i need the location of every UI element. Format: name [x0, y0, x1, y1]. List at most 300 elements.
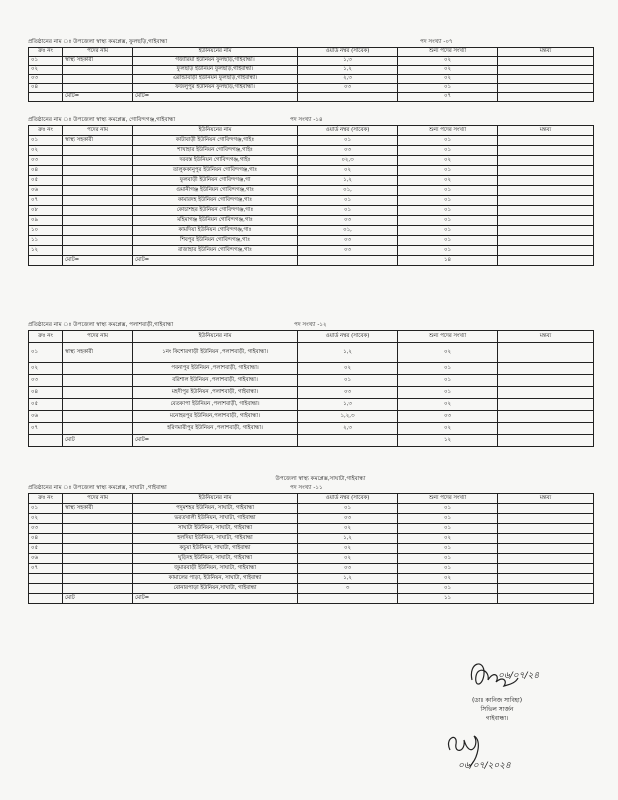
cell-sl: ০২ [29, 66, 63, 75]
section-title: উপজেলা স্বাস্থ্য কমপ্লেক্স,সাঘাটা,গাইবান্ধা [275, 476, 366, 482]
column-header: ক্রঃ নং [29, 48, 63, 57]
cell-vacant: ০৩ [398, 411, 498, 423]
section-header [28, 116, 593, 125]
cell-remarks [498, 574, 594, 584]
cell-remarks [498, 156, 594, 166]
cell-vacant: ০১ [398, 84, 498, 93]
cell-union: গজারিয়া ইউনিয়ন ফুলছড়ি,গাইবান্ধা। [133, 57, 298, 66]
post-count: পদ সংখ্যা -০৭ [420, 39, 453, 45]
table-header-row [29, 331, 594, 343]
cell-vacant: ০২ [398, 399, 498, 411]
cell-ward: ০৩ [298, 236, 398, 246]
table-row [29, 399, 594, 411]
section-4 [28, 475, 593, 604]
cell-post [63, 206, 133, 216]
column-header: ক্রঃ নং [29, 494, 63, 504]
table-total-row [29, 435, 594, 447]
institution-name: প্রতিষ্ঠানের নাম ঃ উপজেলা স্বাস্থ্য কমপ্লেক্স, পলাশবাড়ী,গাইবান্ধা [28, 322, 174, 328]
total-empty-cell [29, 256, 63, 266]
cell-ward: ০৩ [298, 564, 398, 574]
cell-union: বরিশাল ইউনিয়ন ,পলাশবাড়ী, গাইবান্ধা। [133, 375, 298, 387]
total-empty-cell [498, 594, 594, 604]
cell-vacant: ০১ [398, 166, 498, 176]
cell-union: দরবস্ত ইউনিয়ন গোবিন্দগঞ্জ,গাইঃ [133, 156, 298, 166]
cell-sl: ০৪ [29, 166, 63, 176]
cell-ward: ১,৩ [298, 57, 398, 66]
cell-union: তালুককানুপুর ইউনিয়ন গোবিন্দগঞ্জ,গাঃ [133, 166, 298, 176]
cell-remarks [498, 226, 594, 236]
column-header: শুন্য পদের সংখ্যা [398, 494, 498, 504]
total-empty-cell [298, 435, 398, 447]
cell-post [63, 226, 133, 236]
total-empty-cell [498, 435, 594, 447]
total-total-a: মোট [63, 594, 133, 604]
total-total-vacant: ১২ [398, 435, 498, 447]
cell-post [63, 534, 133, 544]
cell-sl: ০৩ [29, 156, 63, 166]
table-total-row [29, 594, 594, 604]
table-row [29, 146, 594, 156]
cell-union: কাটাবাড়ী ইউনিয়ন গোবিন্দগঞ্জ,গাইঃ [133, 136, 298, 146]
cell-post: স্বাস্থ্য সহকারী [63, 57, 133, 66]
section-header [28, 38, 593, 47]
cell-vacant: ০১ [398, 504, 498, 514]
section-2 [28, 116, 593, 266]
cell-remarks [498, 186, 594, 196]
section-3 [28, 321, 593, 447]
cell-union: এরান্ডাবাড়ী ইউনিয়ন ফুলছড়ি,গাইবান্ধা। [133, 75, 298, 84]
cell-union: কামালের পাড়া, ইউনিয়ন, সাঘাটা, গাইবান্ধা [133, 574, 298, 584]
cell-union: পবনাপুর ইউনিয়ন ,পলাশবাড়ী, গাইবান্ধা। [133, 363, 298, 375]
column-header: পদের নাম [63, 494, 133, 504]
total-total-b: মোট= [133, 594, 298, 604]
signature-date-top: ০৬/০৭/২৪ [498, 671, 540, 681]
cell-remarks [498, 411, 594, 423]
cell-post [63, 363, 133, 375]
total-total-b: মোট= [133, 93, 298, 102]
cell-post [63, 584, 133, 594]
cell-ward: ০১ [298, 196, 398, 206]
cell-vacant: ০২ [398, 343, 498, 363]
column-header: ওয়ার্ড নম্বর (সাবেক) [298, 494, 398, 504]
cell-union: বোনারপাড়া ইউনিয়ন,সাঘাটা, গাইবান্ধা [133, 584, 298, 594]
cell-union: কামারদহ ইউনিয়ন গোবিন্দগঞ্জ,গাঃ [133, 196, 298, 206]
table-row [29, 75, 594, 84]
cell-post [63, 66, 133, 75]
table-header-row [29, 126, 594, 136]
cell-remarks [498, 246, 594, 256]
column-header: পদের নাম [63, 48, 133, 57]
column-header: শুন্য পদের সংখ্যা [398, 126, 498, 136]
cell-vacant: ০২ [398, 574, 498, 584]
cell-remarks [498, 423, 594, 435]
cell-sl: ০৩ [29, 524, 63, 534]
cell-ward: ৩ [298, 584, 398, 594]
column-header: শুন্য পদের সংখ্যা [398, 331, 498, 343]
cell-remarks [498, 66, 594, 75]
cell-union: ১নং কিশোরগাড়ী ইউনিয়ন ,পলাশবাড়ী, গাইবান্ধা। [133, 343, 298, 363]
table-row [29, 66, 594, 75]
cell-remarks [498, 564, 594, 574]
column-header: মন্তব্য [498, 494, 594, 504]
cell-sl: ০৬ [29, 186, 63, 196]
cell-post [63, 156, 133, 166]
section-header [28, 484, 593, 493]
cell-post [63, 544, 133, 554]
cell-post [63, 514, 133, 524]
cell-ward: ১,২ [298, 66, 398, 75]
signature-date-bottom: ০৬/০৭/২০২৪ [458, 761, 511, 771]
table-row [29, 246, 594, 256]
cell-post: স্বাস্থ্য সহকারী [63, 343, 133, 363]
cell-union: হরিণমারীপুর ইউনিয়ন ,পলাশবাড়ী, গাইবান্ধা। [133, 423, 298, 435]
cell-union: সাঘাটা ইউনিয়ন, সাঘাটা, গাইবান্ধা [133, 524, 298, 534]
cell-ward: ১,২ [298, 534, 398, 544]
cell-post [63, 146, 133, 156]
cell-remarks [498, 196, 594, 206]
cell-post [63, 166, 133, 176]
table-row [29, 423, 594, 435]
cell-post [63, 75, 133, 84]
cell-ward: ২,৩ [298, 423, 398, 435]
cell-ward: ০৩ [298, 146, 398, 156]
cell-vacant: ০১ [398, 375, 498, 387]
cell-vacant: ০১ [398, 136, 498, 146]
post-count: পদ সংখ্যা -১৪ [290, 117, 323, 123]
table-row [29, 411, 594, 423]
cell-ward: ০১ [298, 206, 398, 216]
cell-remarks [498, 84, 594, 93]
cell-ward: ০২ [298, 554, 398, 564]
cell-post [63, 524, 133, 534]
cell-post [63, 375, 133, 387]
cell-union: ঘুড়িদহ ইউনিয়ন, সাঘাটা, গাইবান্ধা [133, 554, 298, 564]
column-header: ওয়ার্ড নম্বর (সাবেক) [298, 331, 398, 343]
table-row [29, 236, 594, 246]
cell-ward: ০২ [298, 524, 398, 534]
table-row [29, 206, 594, 216]
institution-name: প্রতিষ্ঠানের নাম ঃ উপজেলা স্বাস্থ্য কমপ্লেক্স, সাঘাটা ,গাইবান্ধা [28, 485, 167, 491]
column-header: ইউনিয়নের নাম [133, 48, 298, 57]
cell-vacant: ০১ [398, 226, 498, 236]
cell-ward: ০১ [298, 375, 398, 387]
total-empty-cell [29, 435, 63, 447]
cell-remarks [498, 399, 594, 411]
total-total-a: মোট [63, 435, 133, 447]
cell-post [63, 246, 133, 256]
cell-sl: ০১ [29, 343, 63, 363]
cell-remarks [498, 504, 594, 514]
table-row [29, 166, 594, 176]
cell-remarks [498, 136, 594, 146]
cell-remarks [498, 524, 594, 534]
cell-remarks [498, 236, 594, 246]
cell-remarks [498, 75, 594, 84]
signatory-place: গাইবান্ধা। [485, 715, 509, 722]
column-header: মন্তব্য [498, 126, 594, 136]
cell-vacant: ০১ [398, 363, 498, 375]
total-empty-cell [498, 93, 594, 102]
cell-post [63, 84, 133, 93]
cell-vacant: ০১ [398, 186, 498, 196]
cell-union: শাখাহার ইউনিয়ন গোবিন্দগঞ্জ,গাইঃ [133, 146, 298, 156]
cell-sl: ০৩ [29, 375, 63, 387]
cell-post [63, 196, 133, 206]
cell-ward: ০১ [298, 504, 398, 514]
cell-ward: ০২ [298, 166, 398, 176]
total-empty-cell [29, 594, 63, 604]
cell-union: ফুলছড়ি ইউনিয়ন ফুলছড়ি,গাইবান্ধা। [133, 66, 298, 75]
table-total-row [29, 256, 594, 266]
column-header: মন্তব্য [498, 331, 594, 343]
cell-ward: ০৩ [298, 514, 398, 524]
table-header-row [29, 494, 594, 504]
signatory-name: (ডাঃ কানিজ সাবিহা) [471, 697, 523, 704]
cell-sl: ০৯ [29, 216, 63, 226]
column-header: ইউনিয়নের নাম [133, 126, 298, 136]
table-row [29, 343, 594, 363]
cell-sl: ১০ [29, 226, 63, 236]
table-row [29, 136, 594, 146]
cell-remarks [498, 166, 594, 176]
cell-union: পদুমশহর ইউনিয়ন, সাঘাটা, গাইবান্ধা [133, 504, 298, 514]
cell-ward: ০২ [298, 363, 398, 375]
cell-post [63, 186, 133, 196]
column-header: ক্রঃ নং [29, 331, 63, 343]
cell-ward: ০৩ [298, 216, 398, 226]
cell-union: কামদিয়া ইউনিয়ন গোবিন্দগঞ্জ,গাঃ [133, 226, 298, 236]
signature-block [430, 640, 580, 790]
cell-post [63, 387, 133, 399]
institution-name: প্রতিষ্ঠানের নাম ঃ উপজেলা স্বাস্থ্য কমপ্লেক্স, গোবিন্দগঞ্জ,গাইবান্ধা [28, 117, 176, 123]
cell-sl: ০৩ [29, 75, 63, 84]
cell-remarks [498, 216, 594, 226]
cell-vacant: ০১ [398, 564, 498, 574]
table-row [29, 387, 594, 399]
cell-sl: ১১ [29, 236, 63, 246]
table-row [29, 196, 594, 206]
cell-union: মনোহরপুর ইউনিয়ন,পলাশবাড়ী, গাইবান্ধা। [133, 411, 298, 423]
table-row [29, 584, 594, 594]
column-header: পদের নাম [63, 126, 133, 136]
cell-post [63, 399, 133, 411]
cell-post: স্বাস্থ্য সহকারী [63, 504, 133, 514]
cell-vacant: ০১ [398, 146, 498, 156]
cell-union: কোচাশহর ইউনিয়ন গোবিন্দগঞ্জ,গাঃ [133, 206, 298, 216]
cell-vacant: ০২ [398, 156, 498, 166]
cell-sl: ০৪ [29, 84, 63, 93]
table-row [29, 57, 594, 66]
column-header: ওয়ার্ড নম্বর (সাবেক) [298, 48, 398, 57]
cell-vacant: ০১ [398, 554, 498, 564]
cell-sl: ০৭ [29, 423, 63, 435]
cell-vacant: ০১ [398, 524, 498, 534]
cell-post [63, 411, 133, 423]
cell-vacant: ০১ [398, 216, 498, 226]
cell-vacant: ০২ [398, 66, 498, 75]
cell-union: মহদীপুর ইউনিয়ন ,পলাশবাড়ী, গাইবান্ধা। [133, 387, 298, 399]
table-row [29, 504, 594, 514]
table-row [29, 375, 594, 387]
cell-remarks [498, 534, 594, 544]
cell-ward: ০৩ [298, 387, 398, 399]
table-row [29, 564, 594, 574]
cell-sl [29, 584, 63, 594]
cell-remarks [498, 146, 594, 156]
cell-ward: ১,৩ [298, 399, 398, 411]
table-row [29, 534, 594, 544]
cell-sl: ০৬ [29, 411, 63, 423]
cell-union: ফজলুপুর ইউনিয়ন ফুলছড়ি,গাইবান্ধা। [133, 84, 298, 93]
cell-post [63, 574, 133, 584]
cell-post [63, 564, 133, 574]
cell-union: ফুলবাড়ী ইউনিয়ন গোবিন্দগঞ্জ,গা [133, 176, 298, 186]
cell-sl: ০৬ [29, 554, 63, 564]
column-header: ক্রঃ নং [29, 126, 63, 136]
cell-ward: ০১, [298, 226, 398, 236]
cell-vacant: ০২ [398, 57, 498, 66]
cell-vacant: ০১ [398, 196, 498, 206]
cell-post: স্বাস্থ্য সহকারী [63, 136, 133, 146]
cell-sl: ০১ [29, 57, 63, 66]
cell-ward: ০২,৩ [298, 156, 398, 166]
total-total-b: মোট= [133, 435, 298, 447]
total-total-vacant: ১১ [398, 594, 498, 604]
cell-remarks [498, 363, 594, 375]
table-row [29, 363, 594, 375]
cell-sl: ০৫ [29, 399, 63, 411]
cell-union: রাজাহার ইউনিয়ন গোবিন্দগঞ্জ,গাঃ [133, 246, 298, 256]
cell-sl: ০৭ [29, 564, 63, 574]
vacancy-table [28, 330, 594, 447]
cell-vacant: ০১ [398, 236, 498, 246]
total-empty-cell [498, 256, 594, 266]
table-row [29, 186, 594, 196]
total-total-a: মোট= [63, 256, 133, 266]
vacancy-table [28, 493, 594, 604]
table-header-row [29, 48, 594, 57]
column-header: মন্তব্য [498, 48, 594, 57]
cell-union: কচুয়া ইউনিয়ন, সাঘাটা, গাইবান্ধা [133, 544, 298, 554]
cell-ward: ১,২ [298, 176, 398, 186]
cell-remarks [498, 206, 594, 216]
cell-sl: ০৪ [29, 534, 63, 544]
cell-post [63, 554, 133, 564]
cell-ward: ১,২ [298, 574, 398, 584]
total-empty-cell [298, 594, 398, 604]
table-row [29, 84, 594, 93]
cell-remarks [498, 343, 594, 363]
cell-post [63, 176, 133, 186]
cell-sl: ০৭ [29, 196, 63, 206]
cell-vacant: ০১ [398, 544, 498, 554]
cell-sl [29, 574, 63, 584]
vacancy-table [28, 125, 594, 266]
cell-union: গুমানীগঞ্জ ইউনিয়ন গোবিন্দগঞ্জ,গাঃ [133, 186, 298, 196]
cell-vacant: ০১ [398, 514, 498, 524]
total-empty-cell [298, 93, 398, 102]
cell-ward: ০১ [298, 136, 398, 146]
post-count: পদ সংখ্যা -১২ [294, 322, 327, 328]
column-header: পদের নাম [63, 331, 133, 343]
cell-ward: ২,৩ [298, 75, 398, 84]
table-row [29, 226, 594, 236]
cell-sl: ০১ [29, 136, 63, 146]
cell-sl: ০৫ [29, 544, 63, 554]
cell-ward: ০২ [298, 544, 398, 554]
total-empty-cell [29, 93, 63, 102]
cell-vacant: ০২ [398, 534, 498, 544]
cell-ward: ১,২ [298, 343, 398, 363]
cell-post [63, 423, 133, 435]
cell-remarks [498, 544, 594, 554]
institution-name: প্রতিষ্ঠানের নাম ঃ উপজেলা স্বাস্থ্য কমপ্লেক্স, ফুলছড়ি,গাইবান্ধা [28, 39, 168, 45]
cell-sl: ০৫ [29, 176, 63, 186]
cell-sl: ০২ [29, 146, 63, 156]
cell-remarks [498, 387, 594, 399]
table-row [29, 554, 594, 564]
cell-vacant: ০২ [398, 176, 498, 186]
cell-union: ভরতখালী ইউনিয়ন, সাঘাটা, গাইবান্ধা [133, 514, 298, 524]
table-row [29, 574, 594, 584]
cell-vacant: ০১ [398, 387, 498, 399]
table-row [29, 156, 594, 166]
column-header: শুন্য পদের সংখ্যা [398, 48, 498, 57]
cell-post [63, 216, 133, 226]
table-row [29, 524, 594, 534]
cell-ward: ১,২,৩ [298, 411, 398, 423]
cell-vacant: ০২ [398, 75, 498, 84]
cell-union: হলদিয়া ইউনিয়ন, সাঘাটা, গাইবান্ধা [133, 534, 298, 544]
table-row [29, 176, 594, 186]
cell-remarks [498, 375, 594, 387]
section-header [28, 321, 593, 330]
cell-ward: ০৩ [298, 246, 398, 256]
cell-sl: ০১ [29, 504, 63, 514]
column-header: ইউনিয়নের নাম [133, 331, 298, 343]
column-header: ওয়ার্ড নম্বর (সাবেক) [298, 126, 398, 136]
cell-sl: ০২ [29, 514, 63, 524]
cell-remarks [498, 176, 594, 186]
cell-ward: ০১, [298, 186, 398, 196]
cell-union: জুমারবাড়ী ইউনিয়ন, সাঘাটা, গাইবান্ধা [133, 564, 298, 574]
cell-remarks [498, 584, 594, 594]
cell-sl: ০২ [29, 363, 63, 375]
table-row [29, 544, 594, 554]
total-total-b: মোট= [133, 256, 298, 266]
post-count: পদ সংখ্যা -১১ [290, 485, 323, 491]
table-row [29, 514, 594, 524]
cell-remarks [498, 554, 594, 564]
table-total-row [29, 93, 594, 102]
cell-remarks [498, 514, 594, 524]
cell-ward: ০৩ [298, 84, 398, 93]
cell-union: শিবপুর ইউনিয়ন গোবিন্দগঞ্জ,গাঃ [133, 236, 298, 246]
cell-sl: ০৪ [29, 387, 63, 399]
cell-vacant: ০১ [398, 246, 498, 256]
cell-remarks [498, 57, 594, 66]
cell-sl: ১২ [29, 246, 63, 256]
total-total-a: মোট= [63, 93, 133, 102]
total-total-vacant: ১৪ [398, 256, 498, 266]
cell-vacant: ০২ [398, 423, 498, 435]
total-total-vacant: ০৭ [398, 93, 498, 102]
signatory-designation: সিভিল সার্জন [480, 706, 514, 713]
table-row [29, 216, 594, 226]
cell-union: বেতকাপা ইউনিয়ন ,পলাশবাড়ী, গাইবান্ধা। [133, 399, 298, 411]
vacancy-table [28, 47, 594, 102]
cell-vacant: ০১ [398, 206, 498, 216]
